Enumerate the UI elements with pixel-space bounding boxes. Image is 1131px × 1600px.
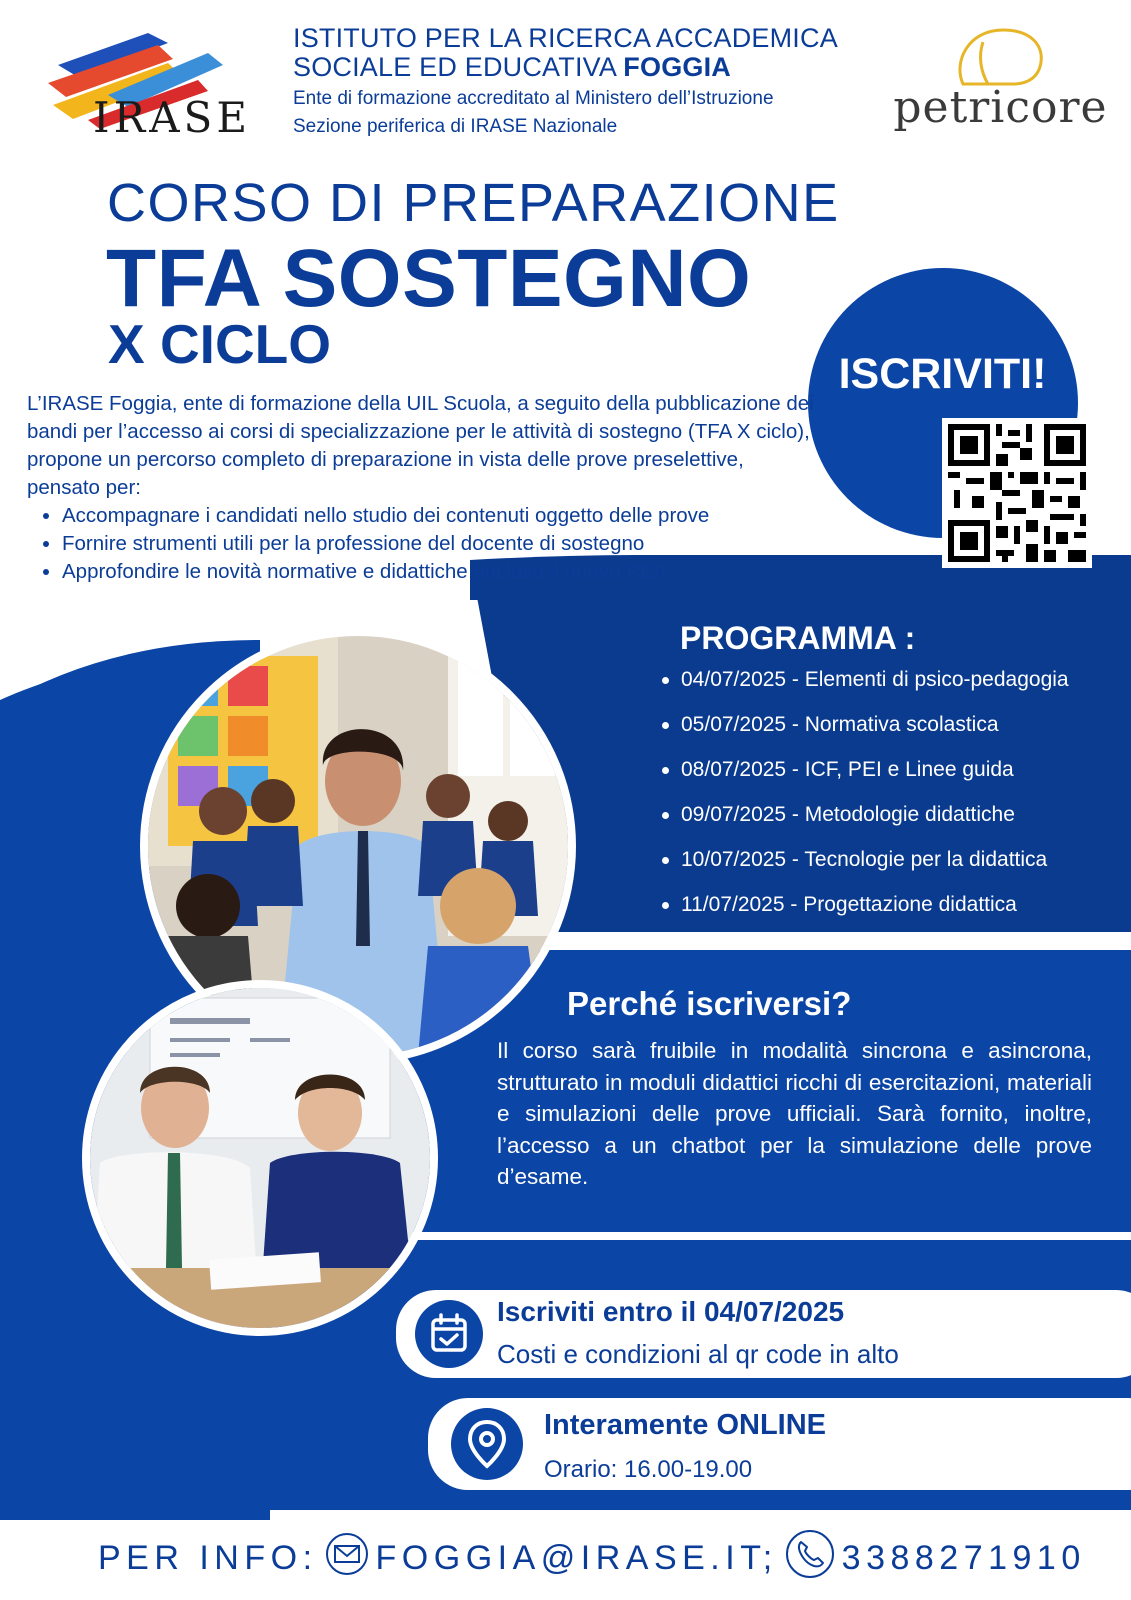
deadline-subtitle: Costi e condizioni al qr code in alto	[497, 1339, 899, 1369]
list-item: 10/07/2025 - Tecnologie per la didattica	[660, 845, 1120, 890]
intro-bullets	[27, 502, 817, 586]
list-item: 09/07/2025 - Metodologie didattiche	[660, 800, 1120, 845]
list-item: • Accompagnare i candidati nello studio dei contenuti oggetto delle prove	[62, 502, 817, 530]
programma-list	[660, 665, 1120, 935]
why-text: Il corso sarà fruibile in modalità sincrona e asincrona, strutturato in moduli didattici ricchi di esercitazioni, materiali e simulazioni delle prove ufficiali. Sarà fornito, inoltre, l’accesso a un chatbot per la simulazione delle prove d’esame.	[497, 1038, 1092, 1189]
list-item: 04/07/2025 - Elementi di psico-pedagogia	[660, 665, 1120, 710]
footer-label: PER INFO:	[98, 1539, 318, 1577]
list-item: • Fornire strumenti utili per la professione del docente di sostegno	[62, 530, 817, 558]
phone-icon	[784, 1528, 836, 1589]
intro-section	[27, 390, 817, 586]
footer-contacts	[98, 1528, 1086, 1589]
online-title: Interamente ONLINE	[544, 1409, 826, 1441]
online-subtitle: Orario: 16.00-19.00	[544, 1456, 753, 1483]
list-item: 08/07/2025 - ICF, PEI e Linee guida	[660, 755, 1120, 800]
envelope-icon	[324, 1531, 370, 1586]
list-item: 11/07/2025 - Progettazione didattica	[660, 890, 1120, 935]
signup-label[interactable]: ISCRIVITI!	[838, 350, 1047, 398]
list-item: 05/07/2025 - Normativa scolastica	[660, 710, 1120, 755]
org-subtitle-2: Sezione periferica di IRASE Nazionale	[293, 116, 618, 137]
org-subtitle-1: Ente di formazione accreditato al Ministero dell’Istruzione	[293, 88, 774, 109]
deadline-title: Iscriviti entro il 04/07/2025	[497, 1296, 845, 1327]
qr-code-icon[interactable]	[942, 418, 1092, 568]
petricore-logo-text: petricore	[893, 82, 1108, 133]
petricore-logo	[893, 22, 1108, 142]
svg-text:IRASE: IRASE	[93, 93, 251, 140]
org-name-line2: SOCIALE ED EDUCATIVA FOGGIA	[293, 52, 731, 82]
list-item: • Approfondire le novità normative e didattiche (incluso il nuovo PEI)	[62, 558, 817, 586]
location-pin-icon	[451, 1408, 523, 1480]
course-title: CORSO DI PREPARAZIONE	[107, 173, 840, 233]
cycle-title: X CICLO	[108, 313, 332, 375]
footer-email[interactable]: FOGGIA@IRASE.IT;	[375, 1539, 778, 1577]
main-title: TFA SOSTEGNO	[106, 233, 752, 324]
programma-title: PROGRAMMA :	[680, 620, 916, 656]
calendar-check-icon	[415, 1300, 483, 1368]
footer-phone[interactable]: 3388271910	[841, 1539, 1086, 1577]
tutoring-photo	[82, 980, 438, 1336]
intro-paragraph: L’IRASE Foggia, ente di formazione della UIL Scuola, a seguito della pubblicazione dei bandi per l’accesso ai corsi di specializzazione per le attività di sostegno (TFA X ciclo), propone un percorso completo di preparazione in vista delle prove preselettive, pensato per:	[27, 392, 814, 499]
irase-logo	[48, 25, 288, 140]
org-name-line1: ISTITUTO PER LA RICERCA ACCADEMICA	[293, 23, 838, 53]
why-title: Perché iscriversi?	[567, 985, 852, 1022]
